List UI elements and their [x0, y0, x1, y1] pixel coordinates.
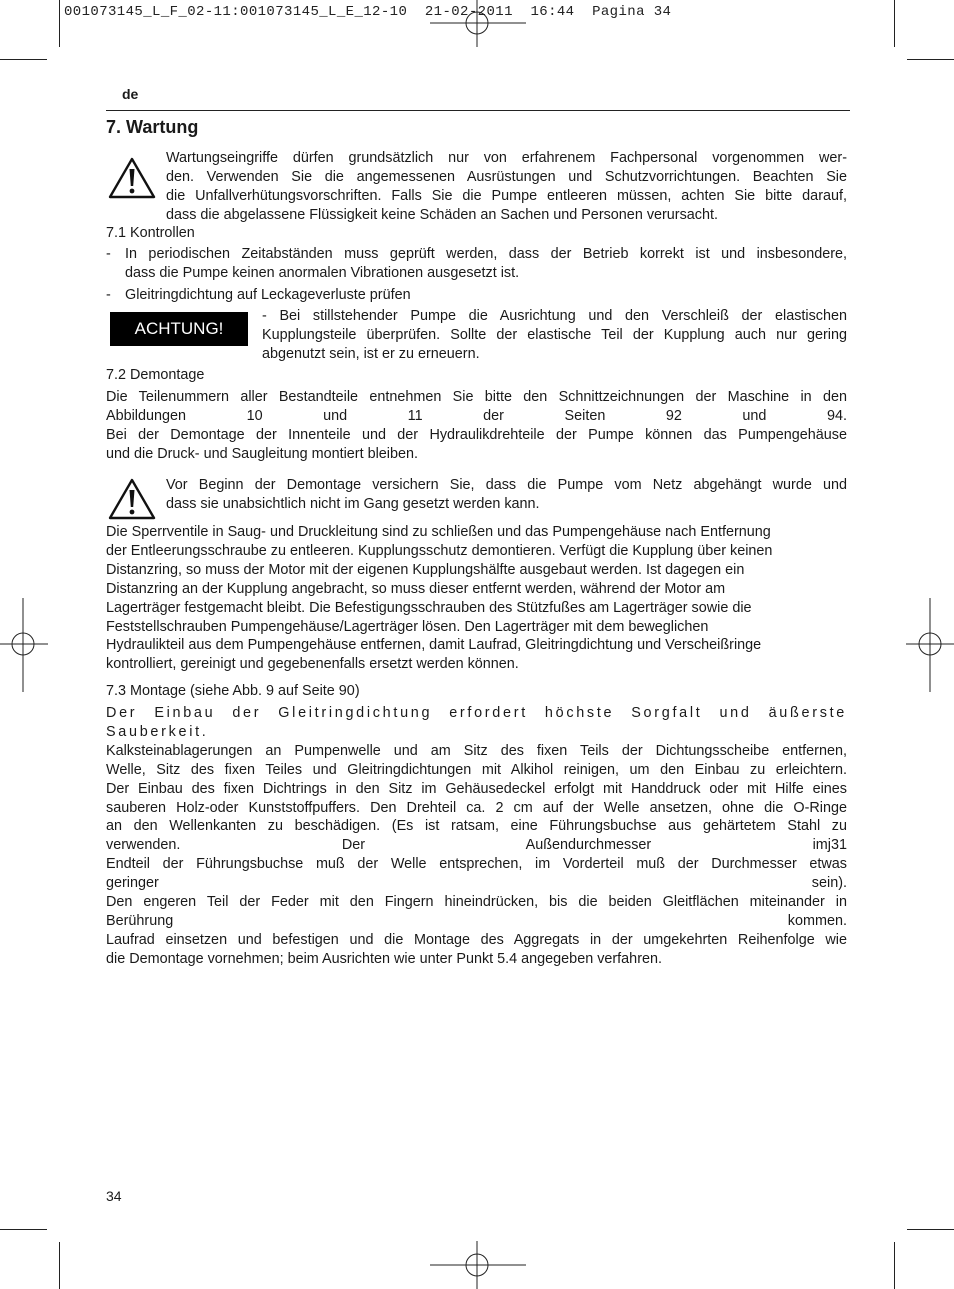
text-line: dass die abgelassene Flüssigkeit keine Schäden an Sachen und Personen verursacht.: [166, 206, 718, 223]
list-item-check-operation: [125, 245, 847, 283]
registration-mark-right: [906, 598, 954, 692]
demontage-warning-text: [166, 476, 847, 514]
text-line: abgenutzt sein, ist er zu erneuern.: [262, 346, 480, 362]
crop-mark-bottom-left-h: [0, 1229, 47, 1230]
text-line: - Bei stillstehender Pumpe die Ausrichtung und den Verschleiß der elastischen: [262, 308, 847, 324]
achtung-text: [262, 307, 847, 364]
subsection-heading-montage: 7.3 Montage (siehe Abb. 9 auf Seite 90): [106, 683, 360, 699]
text-line: Feststellschrauben Pumpengehäuse/Lagerträger lösen. Den Lagerträger mit dem beweglichen: [106, 618, 709, 635]
text-line: Bei der Demontage der Innenteile und der Hydraulikdrehteile der Pumpe können das Pumpengehäuse: [106, 427, 847, 443]
list-dash: -: [106, 287, 111, 303]
text-line: Kupplungsteile überprüfen. Sollte der elastische Teil der Kupplung auch nur gering: [262, 327, 847, 343]
demontage-paragraph-2: [106, 523, 866, 674]
warning-triangle-icon: [108, 477, 156, 521]
language-code: de: [122, 86, 139, 102]
text-line: Den engeren Teil der Feder mit den Fingern hineindrücken, bis die beiden Gleitflächen miteinander in: [106, 894, 847, 911]
text-line: Hydraulikteil aus dem Pumpengehäuse entfernen, damit Laufrad, Gleitringdichtung und Verscheißringe: [106, 637, 762, 654]
text-line: der Entleerungsschraube zu entleeren. Kupplungsschutz demontieren. Verfügt die Kupplung über keinen: [106, 542, 773, 559]
demontage-paragraph-1: [106, 388, 847, 464]
text-line: die Unfallverhütungsvorschriften. Falls Sie die Pumpe entleeren müssen, achten Sie bitte darauf,: [166, 187, 847, 204]
text-line: Kalksteinablagerungen an Pumpenwelle und am Sitz des fixen Teils der Dichtungsscheibe entfernen,: [106, 742, 847, 759]
crop-mark-bottom-right-v: [894, 1242, 895, 1289]
registration-mark-left: [0, 598, 48, 692]
montage-paragraph: [106, 704, 847, 969]
list-item-check-seal: Gleitringdichtung auf Leckageverluste prüfen: [125, 287, 411, 303]
text-line: und die Druck- und Saugleitung montiert bleiben.: [106, 446, 418, 462]
section-title: 7. Wartung: [106, 117, 199, 137]
achtung-label: ACHTUNG!: [110, 312, 248, 346]
text-line: Die Teilenummern aller Bestandteile entnehmen Sie bitte den Schnittzeichnungen der Maschine in den: [106, 389, 847, 405]
crop-mark-top-right-v: [894, 0, 895, 47]
text-line: Abbildungen 10 und 11 der Seiten 92 und 94.: [106, 408, 847, 424]
header-rule: [106, 110, 850, 111]
text-line: In periodischen Zeitabständen muss geprüft werden, dass der Betrieb korrekt ist und insbesondere,: [125, 246, 847, 262]
text-line: Der Einbau der Gleitringdichtung erfordert höchste Sorgfalt und äußerste Sauberkeit.: [106, 705, 847, 740]
warning-triangle-icon: [108, 156, 156, 200]
text-line: Berührung kommen.: [106, 912, 847, 929]
text-line: den. Verwenden Sie die angemessenen Ausrüstungen und Schutzvorrichtungen. Beachten Sie: [166, 168, 847, 185]
crop-mark-top-right-h: [907, 59, 954, 60]
print-slug: 001073145_L_F_02-11:001073145_L_E_12-10 21-02-2011 16:44 Pagina 34: [64, 4, 672, 20]
text-line: dass die Pumpe keinen anormalen Vibrationen ausgesetzt ist.: [125, 265, 520, 281]
text-line: Welle, Sitz des fixen Teiles und Gleitringdichtungen mit Alkihol reinigen, um den Einbau zu erleichtern.: [106, 761, 847, 778]
text-line: Endteil der Führungsbuchse muß der Welle entsprechen, im Vorderteil muß der Durchmesser etwas: [106, 856, 847, 873]
text-line: sauberen Holz-oder Kunststoffpuffers. Den Drehteil ca. 2 cm auf der Welle ansetzen, ohne die O-Ringe: [106, 799, 847, 816]
registration-mark-bottom: [430, 1241, 526, 1289]
text-line: Distanzring, so muss der Motor mit der eigenen Kupplungshälfte ausgebaut werden. Ist dagegen ein: [106, 561, 745, 578]
text-line: verwenden. Der Außendurchmesser imj31: [106, 837, 847, 854]
text-line: Laufrad einsetzen und befestigen und die Montage des Aggregats in der umgekehrten Reihenfolge wie: [106, 931, 847, 948]
crop-mark-bottom-left-v: [59, 1242, 60, 1289]
crop-mark-bottom-right-h: [907, 1229, 954, 1230]
text-line: Distanzring an der Kupplung angebracht, so muss dieser entfernt werden, während der Motor am: [106, 580, 726, 597]
text-line: dass sie unabsichtlich nicht im Gang gesetzt werden kann.: [166, 496, 540, 512]
crop-mark-top-left-v: [59, 0, 60, 47]
text-line: die Demontage vornehmen; beim Ausrichten wie unter Punkt 5.4 angegeben verfahren.: [106, 950, 662, 967]
text-line: Vor Beginn der Demontage versichern Sie, dass die Pumpe vom Netz abgehängt wurde und: [166, 477, 847, 493]
text-line: geringer sein).: [106, 875, 847, 892]
text-line: Wartungseingriffe dürfen grundsätzlich nur von erfahrenem Fachpersonal vorgenommen wer-: [166, 150, 847, 166]
registration-mark-top: [430, 0, 526, 48]
page-number: 34: [106, 1188, 122, 1204]
text-line: kontrolliert, gereinigt und gegebenenfalls ersetzt werden können.: [106, 656, 519, 673]
subsection-heading-demontage: 7.2 Demontage: [106, 367, 205, 383]
text-line: an den Wellenkanten zu beschädigen. (Es ist ratsam, eine Führungsbuchse aus gehärtetem Stahl zu: [106, 818, 847, 835]
subsection-heading-kontrollen: 7.1 Kontrollen: [106, 225, 195, 241]
text-line: Lagerträger festgemacht bleibt. Die Befestigungsschrauben des Stützfußes am Lagerträger sowie die: [106, 599, 752, 616]
list-dash: -: [106, 246, 111, 262]
text-line: Die Sperrventile in Saug- und Druckleitung sind zu schließen und das Pumpengehäuse nach Entfernung: [106, 524, 771, 540]
text-line: Der Einbau des fixen Dichtrings in den Sitz im Gehäusedeckel erfolgt mit Handdruck oder mit Hilfe eines: [106, 780, 847, 797]
crop-mark-top-left-h: [0, 59, 47, 60]
maintenance-warning-text: [166, 149, 847, 225]
